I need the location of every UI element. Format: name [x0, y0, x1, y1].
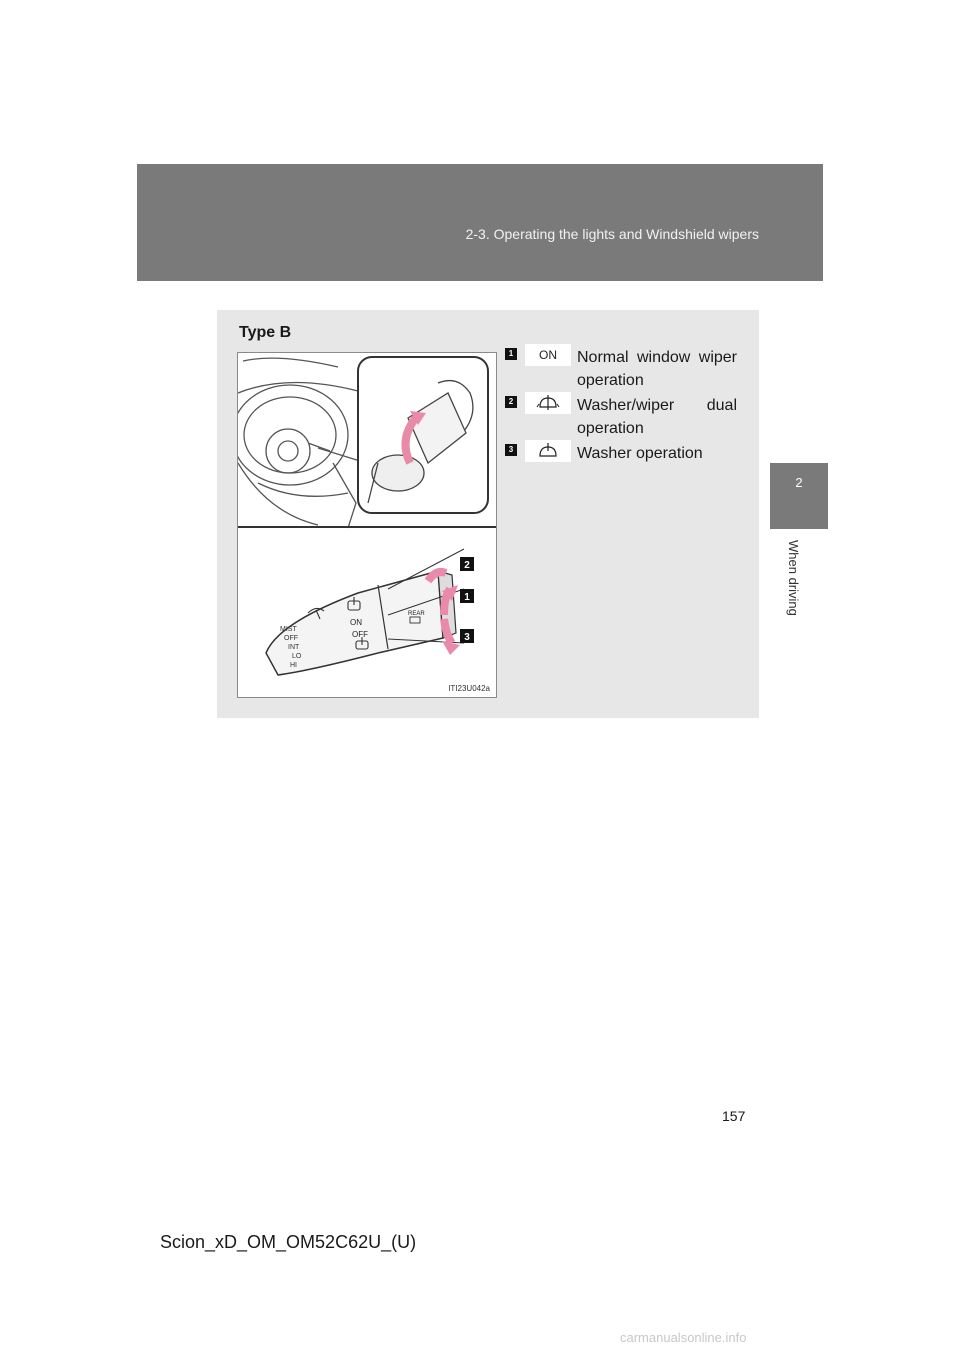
page-number: 157 [722, 1108, 746, 1124]
lever-label-on: ON [350, 618, 362, 627]
header-title: 2-3. Operating the lights and Windshield wipers [465, 226, 759, 242]
legend-badge-1: 1 [505, 348, 517, 360]
page-header [137, 164, 823, 281]
legend-text-2: Washer/wiper dual operation [577, 397, 737, 437]
lever-label-int: INT [288, 644, 300, 651]
watermark: carmanualsonline.info [620, 1330, 747, 1345]
washer-wiper-icon [525, 392, 571, 414]
document-id: Scion_xD_OM_OM52C62U_(U) [160, 1232, 417, 1252]
figure-code: ITI23U042a [448, 684, 490, 693]
on-symbol: ON [525, 344, 571, 366]
chapter-number: 2 [795, 475, 803, 490]
figure-illustration [238, 353, 496, 697]
washer-icon [525, 440, 571, 462]
lever-label-off-rear: OFF [352, 630, 368, 639]
lever-label-hi: HI [290, 662, 297, 669]
chapter-tab [770, 463, 828, 529]
legend-text-3: Washer operation [577, 445, 703, 462]
lever-label-off: OFF [284, 635, 298, 642]
chapter-label-text: When driving [786, 540, 801, 616]
wiper-lever-figure [237, 352, 497, 698]
lever-label-rear: REAR [408, 611, 425, 617]
callout-1-text: 1 [464, 592, 470, 603]
content-box [217, 310, 759, 718]
type-label: Type B [239, 324, 292, 341]
callout-3-text: 3 [464, 632, 470, 643]
lever-label-mist: MIST [280, 626, 297, 633]
legend-badge-2: 2 [505, 396, 517, 408]
legend-badge-3: 3 [505, 444, 517, 456]
legend-text-1: Normal window wiper operation [577, 349, 737, 389]
callout-2-text: 2 [464, 560, 470, 571]
chapter-label [780, 540, 820, 660]
lever-label-lo: LO [292, 653, 302, 660]
dashboard-sketch [238, 358, 360, 528]
